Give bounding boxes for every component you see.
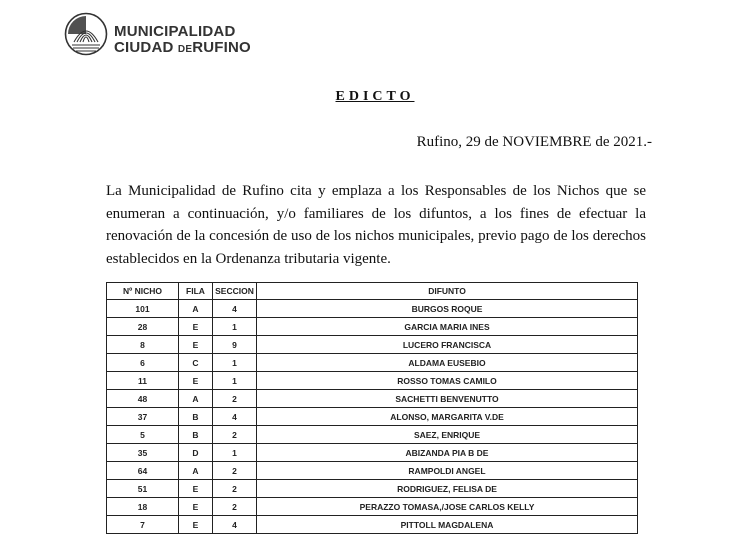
cell-seccion: 1: [213, 444, 257, 462]
cell-fila: B: [179, 426, 213, 444]
cell-nicho: 35: [107, 444, 179, 462]
org-line-2-name: RUFINO: [192, 39, 251, 56]
cell-difunto: PERAZZO TOMASA,/JOSE CARLOS KELLY: [257, 498, 638, 516]
table-row: [107, 516, 638, 534]
cell-difunto: LUCERO FRANCISCA: [257, 336, 638, 354]
cell-difunto: ABIZANDA PIA B DE: [257, 444, 638, 462]
cell-seccion: 2: [213, 480, 257, 498]
org-line-2: [114, 40, 251, 58]
cell-nicho: 64: [107, 462, 179, 480]
table-header-row: [107, 283, 638, 300]
table-row: [107, 300, 638, 318]
document-title-text: EDICTO: [335, 89, 415, 104]
cell-fila: E: [179, 498, 213, 516]
header-nicho: Nº NICHO: [107, 283, 179, 300]
cell-nicho: 8: [107, 336, 179, 354]
cell-nicho: 6: [107, 354, 179, 372]
cell-difunto: SAEZ, ENRIQUE: [257, 426, 638, 444]
table-row: [107, 444, 638, 462]
cell-fila: A: [179, 462, 213, 480]
cell-fila: E: [179, 480, 213, 498]
cell-seccion: 2: [213, 462, 257, 480]
cell-seccion: 9: [213, 336, 257, 354]
cell-difunto: PITTOLL MAGDALENA: [257, 516, 638, 534]
document-body: La Municipalidad de Rufino cita y emplaza a los Responsables de los Nichos que se enumeran a continuación, y/o familiares de los difuntos, a los fines de efectuar la renovación de la concesión de uso de los nichos municipales, previo pago de los derechos establecidos en la Ordenanza tributaria vigente.: [106, 183, 646, 267]
cell-fila: E: [179, 336, 213, 354]
municipal-logo-icon: [64, 12, 108, 56]
cell-nicho: 48: [107, 390, 179, 408]
table-row: [107, 498, 638, 516]
document-title: [0, 87, 750, 105]
cell-seccion: 2: [213, 426, 257, 444]
niches-table: [106, 282, 638, 534]
cell-fila: E: [179, 516, 213, 534]
table-row: [107, 390, 638, 408]
cell-fila: A: [179, 390, 213, 408]
cell-difunto: ALDAMA EUSEBIO: [257, 354, 638, 372]
cell-seccion: 2: [213, 498, 257, 516]
org-line-2-de: DE: [177, 44, 193, 55]
table-row: [107, 462, 638, 480]
document-date: Rufino, 29 de NOVIEMBRE de 2021.-: [416, 134, 652, 150]
cell-nicho: 37: [107, 408, 179, 426]
cell-difunto: RAMPOLDI ANGEL: [257, 462, 638, 480]
table-row: [107, 336, 638, 354]
cell-fila: E: [179, 372, 213, 390]
cell-fila: E: [179, 318, 213, 336]
table-row: [107, 372, 638, 390]
cell-fila: B: [179, 408, 213, 426]
table-row: [107, 354, 638, 372]
table-row: [107, 426, 638, 444]
cell-seccion: 1: [213, 372, 257, 390]
header-difunto: DIFUNTO: [257, 283, 638, 300]
cell-nicho: 101: [107, 300, 179, 318]
cell-seccion: 4: [213, 300, 257, 318]
cell-difunto: RODRIGUEZ, FELISA DE: [257, 480, 638, 498]
table-row: [107, 408, 638, 426]
cell-seccion: 1: [213, 318, 257, 336]
cell-difunto: GARCIA MARIA INES: [257, 318, 638, 336]
cell-nicho: 11: [107, 372, 179, 390]
cell-difunto: BURGOS ROQUE: [257, 300, 638, 318]
cell-nicho: 5: [107, 426, 179, 444]
table-row: [107, 480, 638, 498]
cell-difunto: ALONSO, MARGARITA V.DE: [257, 408, 638, 426]
table-row: [107, 318, 638, 336]
cell-fila: C: [179, 354, 213, 372]
cell-nicho: 28: [107, 318, 179, 336]
cell-fila: A: [179, 300, 213, 318]
cell-fila: D: [179, 444, 213, 462]
cell-seccion: 2: [213, 390, 257, 408]
organization-name: [114, 24, 251, 58]
header-seccion: SECCION: [213, 283, 257, 300]
cell-difunto: SACHETTI BENVENUTTO: [257, 390, 638, 408]
org-line-1: MUNICIPALIDAD: [114, 23, 236, 40]
cell-difunto: ROSSO TOMAS CAMILO: [257, 372, 638, 390]
cell-seccion: 4: [213, 516, 257, 534]
cell-nicho: 7: [107, 516, 179, 534]
header-fila: FILA: [179, 283, 213, 300]
cell-seccion: 4: [213, 408, 257, 426]
cell-nicho: 18: [107, 498, 179, 516]
cell-nicho: 51: [107, 480, 179, 498]
cell-seccion: 1: [213, 354, 257, 372]
org-line-2-city: CIUDAD: [114, 39, 174, 56]
